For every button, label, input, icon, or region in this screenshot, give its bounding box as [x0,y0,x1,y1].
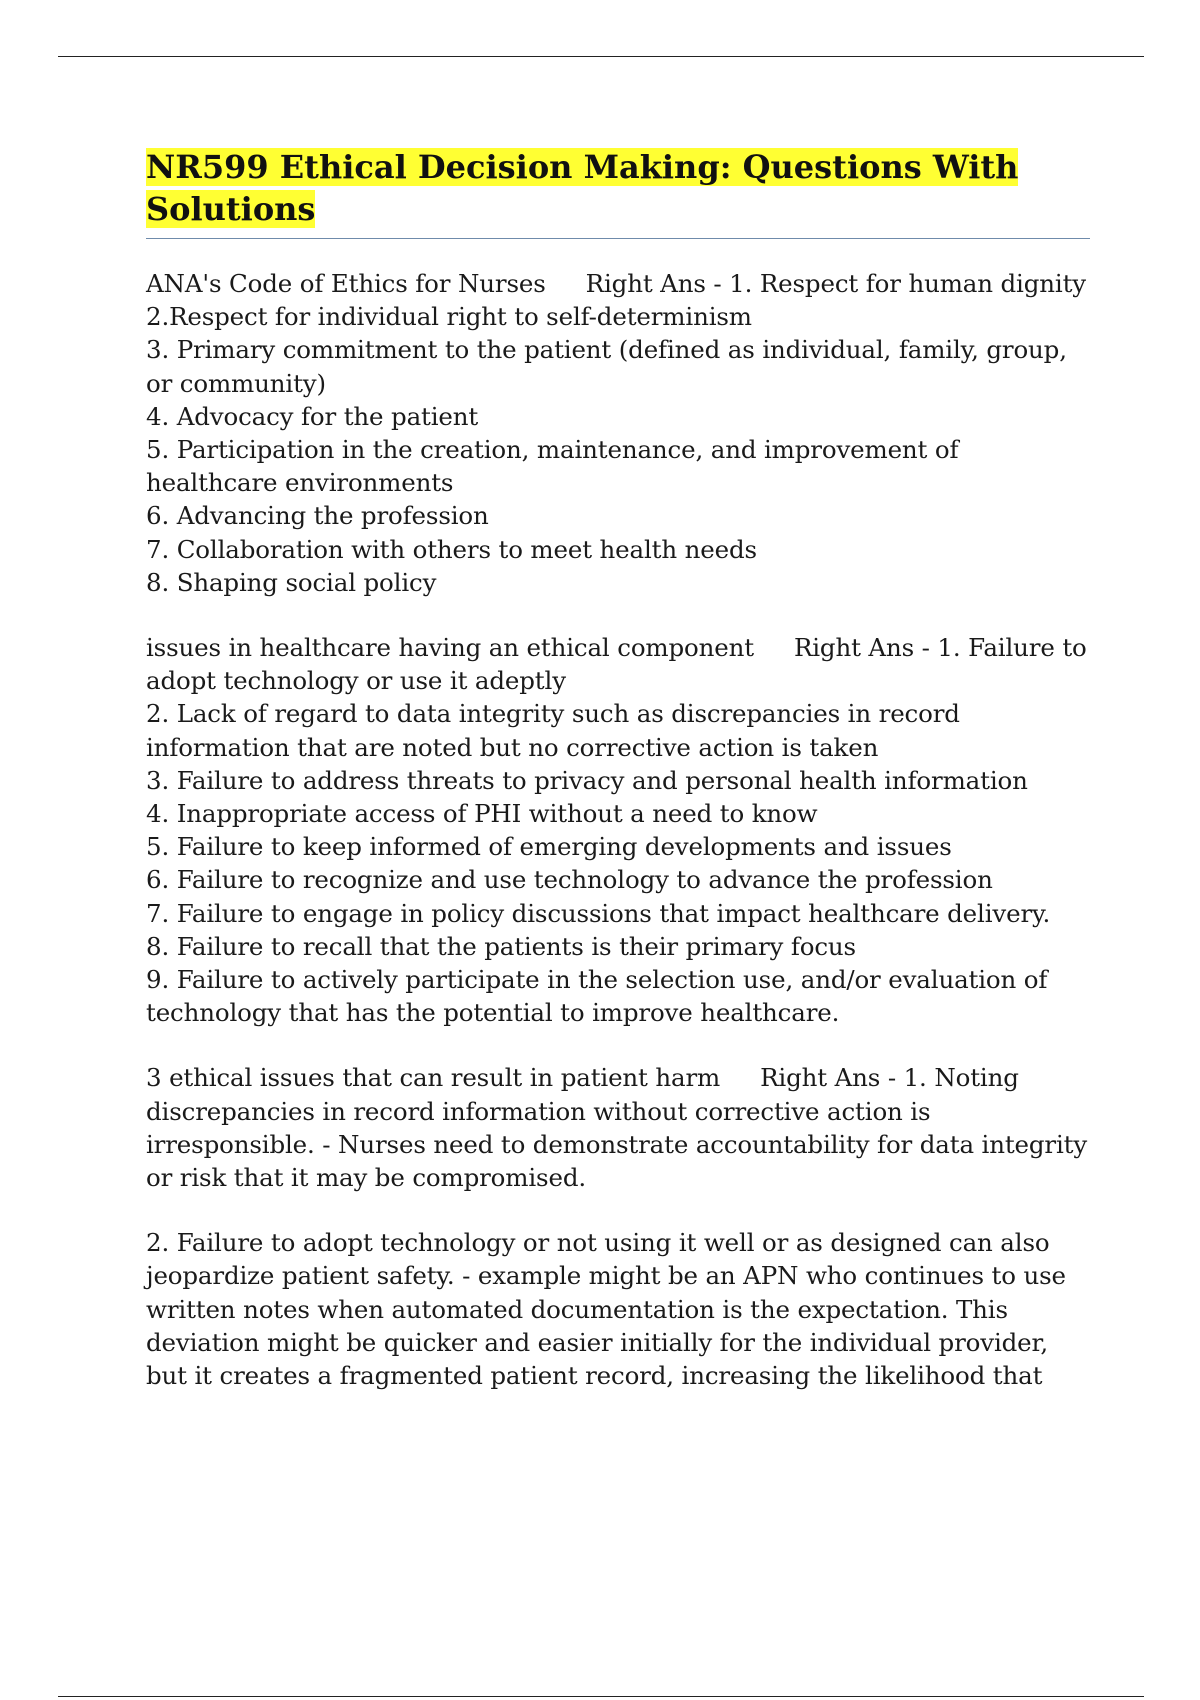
qa-entry-healthcare-issues [146,631,1090,1029]
answer-line: 9. Failure to actively participate in the selection use, and/or evaluation of technology that has the potential to improve healthcare. [146,965,1048,1028]
answer-line: 2.Respect for individual right to self-determinism [146,302,752,332]
document-title [146,146,1090,230]
answer-label: Right Ans - [793,633,930,663]
answer-line: 3. Failure to address threats to privacy and personal health information [146,765,1028,795]
answer-label: Right Ans - [760,1063,896,1093]
qa-first-line [146,267,1090,300]
question-term: 3 ethical issues that can result in patient harm [146,1063,721,1093]
answer-line: 7. Failure to engage in policy discussions that impact healthcare delivery. [146,898,1051,928]
answer-line: 1. Noting discrepancies in record information without corrective action is irresponsible. - Nurses need to demonstrate accountability for data integrity or risk that it may be compromised. [146,1063,1088,1193]
title-underline-rule [146,238,1090,239]
qa-first-line [146,1061,1090,1194]
answer-line: 5. Participation in the creation, maintenance, and improvement of healthcare environments [146,435,959,498]
qa-first-line [146,631,1090,697]
paragraph-gap [146,599,1090,631]
title-highlight-line-1: NR599 Ethical Decision Making: Questions With [146,148,1019,186]
question-term: ANA's Code of Ethics for Nurses [146,269,546,298]
answer-line: 2. Lack of regard to data integrity such as discrepancies in record information that are noted but no corrective action is taken [146,699,960,762]
qa-entry-ana-code [146,267,1090,599]
answer-line: 5. Failure to keep informed of emerging developments and issues [146,832,952,862]
answer-line: 8. Shaping social policy [146,567,437,597]
answer-line: 8. Failure to recall that the patients is their primary focus [146,931,856,961]
answer-line: 3. Primary commitment to the patient (defined as individual, family, group, or community) [146,335,1067,398]
answer-line: 4. Advocacy for the patient [146,401,479,431]
page-top-rule [58,56,1144,57]
document-body [146,146,1090,1392]
answer-paragraph: 2. Failure to adopt technology or not using it well or as designed can also jeopardize patient safety. - example might be an APN who continues to use written notes when automated documentation is the expectation. This deviation might be quicker and easier initially for the individual provider, but it creates a fragmented patient record, increasing the likelihood that [146,1228,1066,1391]
qa-entry-continuation [146,1226,1090,1392]
paragraph-gap [146,1029,1090,1061]
page-bottom-rule [58,1696,1144,1697]
title-highlight-line-2: Solutions [146,190,316,228]
answer-line: 1. Failure to adopt technology or use it adeptly [146,633,1087,696]
question-term: issues in healthcare having an ethical component [146,633,754,663]
answer-line: 6. Advancing the profession [146,501,489,531]
answer-line: 7. Collaboration with others to meet health needs [146,534,757,564]
paragraph-gap [146,1194,1090,1226]
answer-line: 1. Respect for human dignity [721,269,1086,298]
answer-line: 6. Failure to recognize and use technology to advance the profession [146,865,993,895]
qa-entry-patient-harm [146,1061,1090,1194]
answer-line: 4. Inappropriate access of PHI without a need to know [146,799,818,829]
answer-label: Right Ans - [585,269,722,298]
